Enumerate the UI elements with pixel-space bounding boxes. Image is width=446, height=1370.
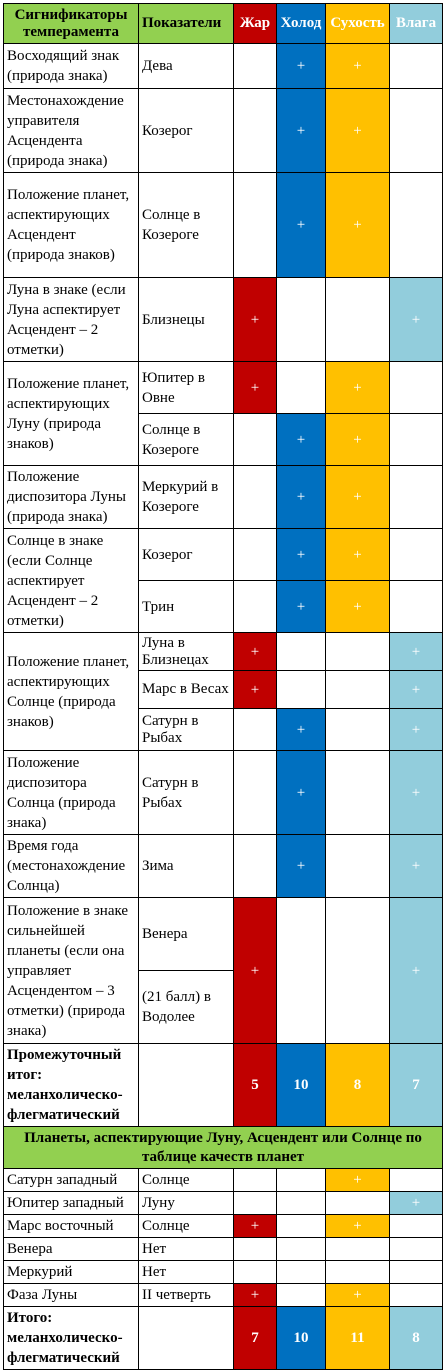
dry-mark: +	[326, 362, 390, 414]
dry-mark: +	[326, 414, 390, 466]
significator-label: Солнце в знаке (если Солнце аспектирует Асцендент – 2 отметки)	[4, 529, 139, 633]
hot-cell	[234, 44, 277, 89]
hot-cell	[234, 173, 277, 278]
dry-mark: +	[326, 89, 390, 173]
significator-label: Местонахождение управителя Асцендента (природа знака)	[4, 89, 139, 173]
indicator-value: (21 балл) в Водолее	[139, 971, 234, 1044]
hot-cell	[234, 835, 277, 898]
subtotal-label: Промежуточный итог: меланхолическо-флегматический	[4, 1044, 139, 1127]
indicator-value: Зима	[139, 835, 234, 898]
total-hot: 7	[234, 1307, 277, 1370]
hot-cell	[234, 1261, 277, 1284]
header-dry: Сухость	[326, 4, 390, 44]
subtotal-cold: 10	[277, 1044, 326, 1127]
hot-cell	[234, 1192, 277, 1215]
cold-mark: +	[277, 581, 326, 633]
wet-mark: +	[390, 1192, 443, 1215]
planet-target: Солнце	[139, 1215, 234, 1238]
section2-header-row	[4, 1127, 443, 1169]
table-row	[4, 1238, 443, 1261]
total-label: Итого: меланхолическо-флегматический	[4, 1307, 139, 1370]
wet-cell	[390, 1261, 443, 1284]
total-wet: 8	[390, 1307, 443, 1370]
cold-cell	[277, 1215, 326, 1238]
planet-target: Нет	[139, 1261, 234, 1284]
dry-cell	[326, 278, 390, 362]
wet-mark: +	[390, 278, 443, 362]
planet-target: Нет	[139, 1238, 234, 1261]
subtotal-empty	[139, 1044, 234, 1127]
total-cold: 10	[277, 1307, 326, 1370]
planet-target: Луну	[139, 1192, 234, 1215]
cold-mark: +	[277, 173, 326, 278]
significator-label: Время года (местонахождение Солнца)	[4, 835, 139, 898]
indicator-value: Козерог	[139, 89, 234, 173]
table-row	[4, 1261, 443, 1284]
dry-cell	[326, 1261, 390, 1284]
wet-mark: +	[390, 709, 443, 751]
indicator-value: Юпитер в Овне	[139, 362, 234, 414]
planet-target: II четверть	[139, 1284, 234, 1307]
dry-cell	[326, 1192, 390, 1215]
hot-mark: +	[234, 1284, 277, 1307]
table-row	[4, 173, 443, 278]
wet-cell	[390, 529, 443, 581]
header-row	[4, 4, 443, 44]
wet-mark: +	[390, 751, 443, 835]
planet-label: Венера	[4, 1238, 139, 1261]
hot-cell	[234, 529, 277, 581]
significator-label: Положение диспозитора Луны (природа знака)	[4, 466, 139, 529]
subtotal-dry: 8	[326, 1044, 390, 1127]
wet-mark: +	[390, 898, 443, 1044]
subtotal-row	[4, 1044, 443, 1127]
indicator-value: Меркурий в Козероге	[139, 466, 234, 529]
indicator-value: Сатурн в Рыбах	[139, 709, 234, 751]
wet-cell	[390, 414, 443, 466]
hot-cell	[234, 1169, 277, 1192]
cold-cell	[277, 633, 326, 671]
planet-target: Солнце	[139, 1169, 234, 1192]
hot-cell	[234, 89, 277, 173]
dry-mark: +	[326, 173, 390, 278]
table-row	[4, 466, 443, 529]
temperament-table-container	[3, 3, 443, 1370]
cold-cell	[277, 278, 326, 362]
cold-cell	[277, 1238, 326, 1261]
total-empty	[139, 1307, 234, 1370]
significator-label: Положение планет, аспектирующих Солнце (природа знаков)	[4, 633, 139, 751]
planet-label: Фаза Луны	[4, 1284, 139, 1307]
dry-cell	[326, 633, 390, 671]
subtotal-hot: 5	[234, 1044, 277, 1127]
hot-mark: +	[234, 1215, 277, 1238]
header-cold: Холод	[277, 4, 326, 44]
cold-cell	[277, 1284, 326, 1307]
indicator-value: Луна в Близнецах	[139, 633, 234, 671]
indicator-value: Дева	[139, 44, 234, 89]
hot-cell	[234, 581, 277, 633]
total-dry: 11	[326, 1307, 390, 1370]
cold-mark: +	[277, 751, 326, 835]
wet-cell	[390, 1238, 443, 1261]
table-row	[4, 529, 443, 581]
dry-cell	[326, 709, 390, 751]
wet-cell	[390, 1215, 443, 1238]
indicator-value: Солнце в Козероге	[139, 173, 234, 278]
cold-mark: +	[277, 709, 326, 751]
dry-mark: +	[326, 466, 390, 529]
dry-cell	[326, 1238, 390, 1261]
hot-mark: +	[234, 278, 277, 362]
hot-cell	[234, 709, 277, 751]
cold-mark: +	[277, 835, 326, 898]
table-row	[4, 1192, 443, 1215]
wet-cell	[390, 581, 443, 633]
cold-mark: +	[277, 466, 326, 529]
dry-mark: +	[326, 529, 390, 581]
indicator-value: Трин	[139, 581, 234, 633]
cold-mark: +	[277, 414, 326, 466]
table-row	[4, 89, 443, 173]
wet-cell	[390, 466, 443, 529]
dry-cell	[326, 671, 390, 709]
dry-mark: +	[326, 1169, 390, 1192]
cold-cell	[277, 1192, 326, 1215]
total-row	[4, 1307, 443, 1370]
temperament-table	[3, 3, 443, 1370]
table-row	[4, 44, 443, 89]
wet-cell	[390, 89, 443, 173]
significator-label: Положение планет, аспектирующих Луну (природа знаков)	[4, 362, 139, 466]
indicator-value: Солнце в Козероге	[139, 414, 234, 466]
cold-mark: +	[277, 529, 326, 581]
significator-label: Восходящий знак (природа знака)	[4, 44, 139, 89]
significator-label: Луна в знаке (если Луна аспектирует Асцендент – 2 отметки)	[4, 278, 139, 362]
subtotal-wet: 7	[390, 1044, 443, 1127]
wet-cell	[390, 1169, 443, 1192]
hot-cell	[234, 414, 277, 466]
header-significators: Сигнификаторы темперамента	[4, 4, 139, 44]
hot-cell	[234, 751, 277, 835]
significator-label: Положение планет, аспектирующих Асцендент (природа знаков)	[4, 173, 139, 278]
dry-mark: +	[326, 1215, 390, 1238]
dry-cell	[326, 751, 390, 835]
significator-label: Положение в знаке сильнейшей планеты (если она управляет Асцендентом – 3 отметки) (природа знака)	[4, 898, 139, 1044]
planet-label: Меркурий	[4, 1261, 139, 1284]
table-row	[4, 362, 443, 414]
table-row	[4, 633, 443, 671]
planet-label: Юпитер западный	[4, 1192, 139, 1215]
table-row	[4, 278, 443, 362]
planet-label: Марс восточный	[4, 1215, 139, 1238]
dry-mark: +	[326, 44, 390, 89]
significator-label: Положение диспозитора Солнца (природа знака)	[4, 751, 139, 835]
indicator-value: Козерог	[139, 529, 234, 581]
hot-mark: +	[234, 671, 277, 709]
header-hot: Жар	[234, 4, 277, 44]
wet-cell	[390, 1284, 443, 1307]
cold-cell	[277, 1169, 326, 1192]
hot-mark: +	[234, 633, 277, 671]
wet-mark: +	[390, 633, 443, 671]
wet-mark: +	[390, 671, 443, 709]
dry-mark: +	[326, 581, 390, 633]
indicator-value: Марс в Весах	[139, 671, 234, 709]
indicator-value: Венера	[139, 898, 234, 971]
hot-cell	[234, 466, 277, 529]
planet-label: Сатурн западный	[4, 1169, 139, 1192]
table-row	[4, 1284, 443, 1307]
wet-cell	[390, 362, 443, 414]
cold-cell	[277, 671, 326, 709]
cold-cell	[277, 1261, 326, 1284]
cold-cell	[277, 898, 326, 1044]
table-row	[4, 835, 443, 898]
dry-cell	[326, 898, 390, 1044]
dry-cell	[326, 835, 390, 898]
wet-cell	[390, 173, 443, 278]
cold-mark: +	[277, 89, 326, 173]
table-row	[4, 1169, 443, 1192]
table-row	[4, 751, 443, 835]
table-row	[4, 898, 443, 971]
dry-mark: +	[326, 1284, 390, 1307]
hot-cell	[234, 1238, 277, 1261]
section2-title: Планеты, аспектирующие Луну, Асцендент или Солнце по таблице качеств планет	[4, 1127, 443, 1169]
hot-mark: +	[234, 362, 277, 414]
hot-mark: +	[234, 898, 277, 1044]
wet-cell	[390, 44, 443, 89]
table-row	[4, 1215, 443, 1238]
cold-cell	[277, 362, 326, 414]
indicator-value: Сатурн в Рыбах	[139, 751, 234, 835]
wet-mark: +	[390, 835, 443, 898]
indicator-value: Близнецы	[139, 278, 234, 362]
cold-mark: +	[277, 44, 326, 89]
header-wet: Влага	[390, 4, 443, 44]
header-indicators: Показатели	[139, 4, 234, 44]
